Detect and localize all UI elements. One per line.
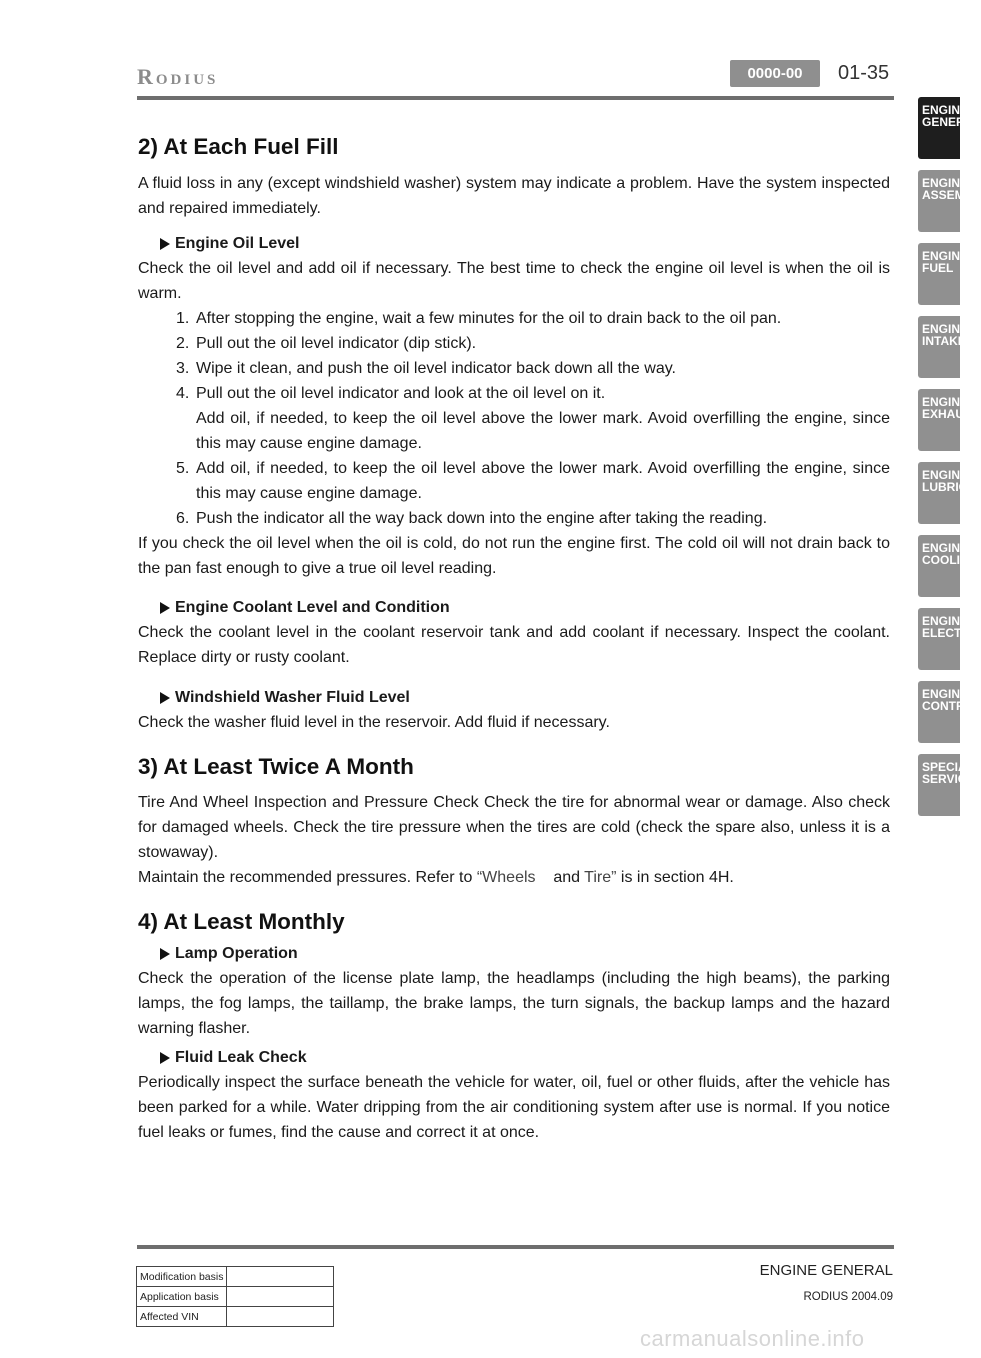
watermark: carmanualsonline.info bbox=[640, 1326, 865, 1351]
triangle-bullet-icon bbox=[160, 602, 170, 614]
table-row: Modification basis bbox=[137, 1267, 334, 1287]
list-item: Add oil, if needed, to keep the oil level above the lower mark. Avoid overfilling the engine, since this may cause engine damage. bbox=[196, 410, 890, 452]
footer-divider bbox=[137, 1245, 894, 1249]
list-item: 4. Pull out the oil level indicator and look at the oil level on it. bbox=[176, 385, 606, 402]
triangle-bullet-icon bbox=[160, 948, 170, 960]
footer-revision: RODIUS 2004.09 bbox=[803, 1291, 893, 1303]
footer-section-name: ENGINE GENERAL bbox=[759, 1262, 893, 1279]
table-row: Application basis bbox=[137, 1287, 334, 1307]
tab-engine-control[interactable]: ENGINE CONTRO bbox=[918, 681, 960, 743]
tab-engine-general[interactable]: ENGINE GENERA bbox=[918, 97, 960, 159]
tab-engine-lubrication[interactable]: ENGINE LUBRICA bbox=[918, 462, 960, 524]
tire-pressure-reference: Maintain the recommended pressures. Refer to “Wheels and Tire” is in section 4H. bbox=[138, 869, 734, 886]
subheading-engine-coolant: Engine Coolant Level and Condition bbox=[138, 595, 890, 620]
list-item: 3. Wipe it clean, and push the oil level indicator back down all the way. bbox=[176, 360, 676, 377]
list-item: 5. Add oil, if needed, to keep the oil level above the lower mark. Avoid overfilling the engine, since this may cause engine damage. bbox=[176, 460, 890, 502]
list-item: 2. Pull out the oil level indicator (dip stick). bbox=[176, 335, 477, 352]
tab-engine-intake[interactable]: ENGINE INTAKE bbox=[918, 316, 960, 378]
fluid-leak-text: Periodically inspect the surface beneath the vehicle for water, oil, fuel or other fluids, after the vehicle has been parked for a while. Water dripping from the air conditioning system after use is normal. If you notice fuel leaks or fumes, find the cause and correct it at once. bbox=[138, 1074, 890, 1141]
tab-engine-exhaust[interactable]: ENGINE EXHAUST bbox=[918, 389, 960, 451]
table-row: Affected VIN bbox=[137, 1307, 334, 1327]
subheading-lamp-operation: Lamp Operation bbox=[138, 941, 890, 966]
section-code-badge: 0000-00 bbox=[730, 60, 820, 87]
cold-oil-note: If you check the oil level when the oil is cold, do not run the engine first. The cold oil will not drain back to the pan fast enough to give a true oil level reading. bbox=[138, 535, 890, 577]
tire-inspection-text: Tire And Wheel Inspection and Pressure Check Check the tire for abnormal wear or damage. Also check for damaged wheels. Check the tire pressure when the tires are cold (check the spare also, unless it is a stowaway). bbox=[138, 794, 890, 861]
triangle-bullet-icon bbox=[160, 1052, 170, 1064]
list-item: 1. After stopping the engine, wait a few minutes for the oil to drain back to the oil pan. bbox=[176, 310, 782, 327]
engine-coolant-text: Check the coolant level in the coolant reservoir tank and add coolant if necessary. Inspect the coolant. Replace dirty or rusty coolant. bbox=[138, 624, 890, 666]
tab-special-service[interactable]: SPECIAL SERVICE bbox=[918, 754, 960, 816]
tab-engine-assembly[interactable]: ENGINE ASSEMBL bbox=[918, 170, 960, 232]
washer-fluid-text: Check the washer fluid level in the reservoir. Add fluid if necessary. bbox=[138, 714, 610, 731]
section-title-twice-month: 3) At Least Twice A Month bbox=[138, 754, 414, 779]
triangle-bullet-icon bbox=[160, 238, 170, 250]
oil-check-steps bbox=[176, 306, 890, 531]
page-number: 01-35 bbox=[838, 62, 890, 84]
subheading-fluid-leak: Fluid Leak Check bbox=[138, 1045, 890, 1070]
fuel-fill-intro: A fluid loss in any (except windshield washer) system may indicate a problem. Have the system inspected and repaired immediately. bbox=[138, 175, 890, 217]
tab-engine-electrical[interactable]: ENGINE ELECTRI bbox=[918, 608, 960, 670]
list-item: 6. Push the indicator all the way back down into the engine after taking the reading. bbox=[176, 510, 768, 527]
section-title-monthly: 4) At Least Monthly bbox=[138, 909, 345, 934]
header-divider bbox=[137, 96, 894, 100]
tab-engine-cooling[interactable]: ENGINE COOLING bbox=[918, 535, 960, 597]
brand-logo: Rodius bbox=[137, 64, 219, 89]
section-title-fuel-fill: 2) At Each Fuel Fill bbox=[138, 134, 339, 159]
engine-oil-text: Check the oil level and add oil if necessary. The best time to check the engine oil level is when the oil is warm. bbox=[138, 260, 890, 302]
tab-engine-fuel[interactable]: ENGINE FUEL bbox=[918, 243, 960, 305]
subheading-washer-fluid: Windshield Washer Fluid Level bbox=[138, 685, 890, 710]
modification-table bbox=[136, 1266, 334, 1327]
lamp-operation-text: Check the operation of the license plate lamp, the headlamps (including the high beams), the parking lamps, the fog lamps, the taillamp, the brake lamps, the turn signals, the backup lamps and the hazard warning flasher. bbox=[138, 970, 890, 1037]
manual-content bbox=[138, 132, 890, 1145]
subheading-engine-oil: Engine Oil Level bbox=[138, 231, 890, 256]
triangle-bullet-icon bbox=[160, 692, 170, 704]
